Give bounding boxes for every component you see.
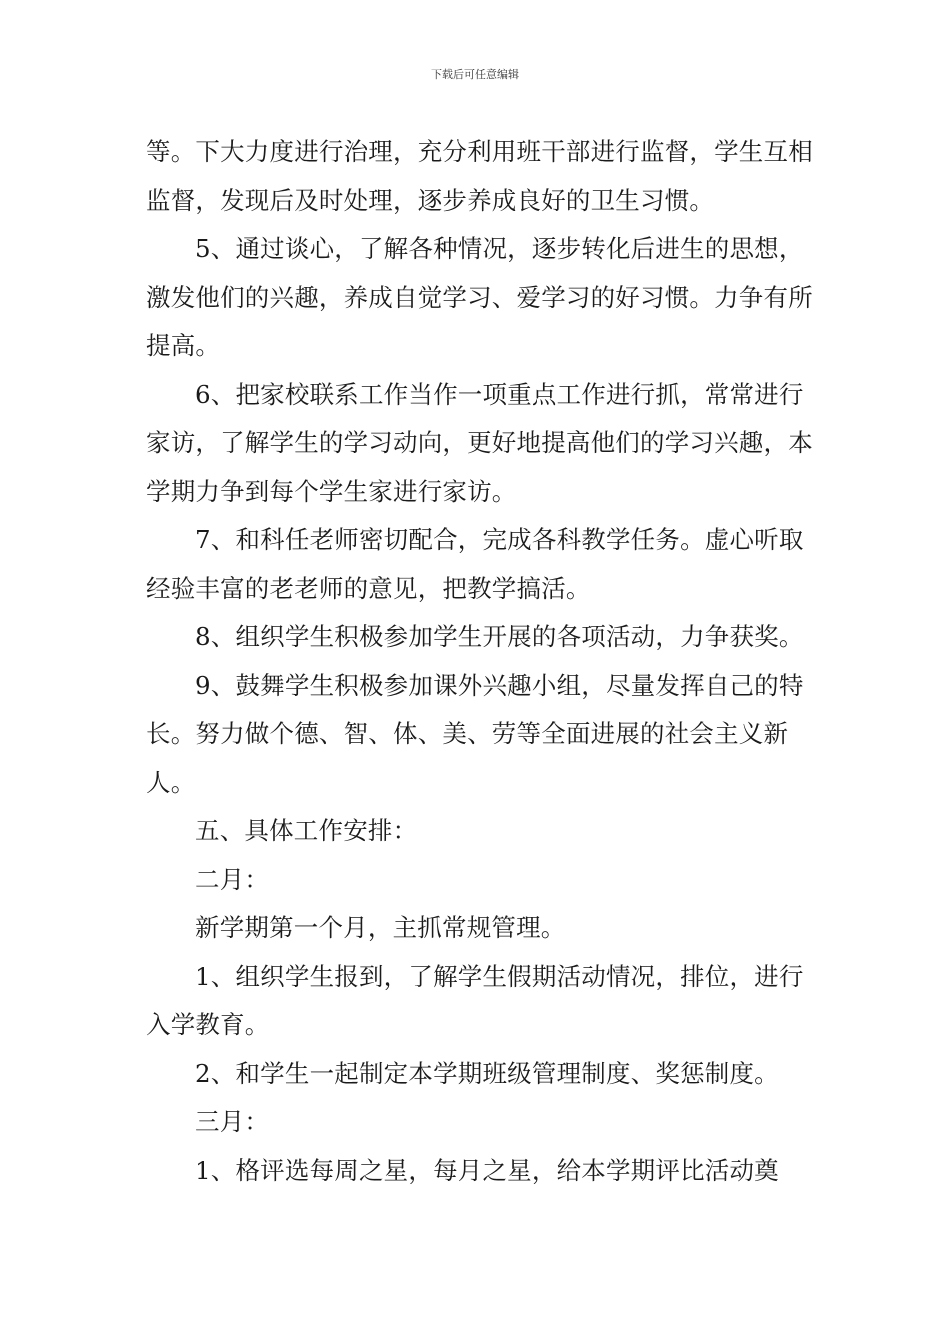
- paragraph: 9、鼓舞学生积极参加课外兴趣小组，尽量发挥自己的特长。努力做个德、智、体、美、劳等全面进展的社会主义新人。: [146, 670, 804, 797]
- paragraph: 1、组织学生报到，了解学生假期活动情况，排位，进行入学教育。: [146, 961, 804, 1039]
- month-heading: 三月：: [195, 1107, 270, 1136]
- month-heading: 二月：: [195, 864, 270, 894]
- paragraph: 新学期第一个月，主抓常规管理。: [195, 913, 566, 942]
- paragraph: 5、通过谈心，了解各种情况，逐步转化后进生的思想，激发他们的兴趣，养成自觉学习、爱学习的好习惯。力争有所提高。: [146, 234, 813, 360]
- paragraph: 7、和科任老师密切配合，完成各科教学任务。虚心听取经验丰富的老老师的意见，把教学搞活。: [146, 525, 804, 603]
- paragraph: 6、把家校联系工作当作一项重点工作进行抓，常常进行家访，了解学生的学习动向，更好地提高他们的学习兴趣，本学期力争到每个学生家进行家访。: [146, 379, 813, 506]
- page-header: 下载后可任意编辑: [431, 68, 519, 81]
- paragraph: 等。下大力度进行治理，充分利用班干部进行监督，学生互相监督，发现后及时处理，逐步养成良好的卫生习惯。: [146, 137, 813, 215]
- paragraph: 1、格评选每周之星，每月之星，给本学期评比活动奠: [195, 1155, 779, 1185]
- paragraph: 8、组织学生积极参加学生开展的各项活动，力争获奖。: [195, 622, 804, 651]
- section-heading: 五、具体工作安排：: [195, 816, 418, 845]
- paragraph: 2、和学生一起制定本学期班级管理制度、奖惩制度。: [195, 1058, 779, 1088]
- document-body: [146, 128, 814, 1195]
